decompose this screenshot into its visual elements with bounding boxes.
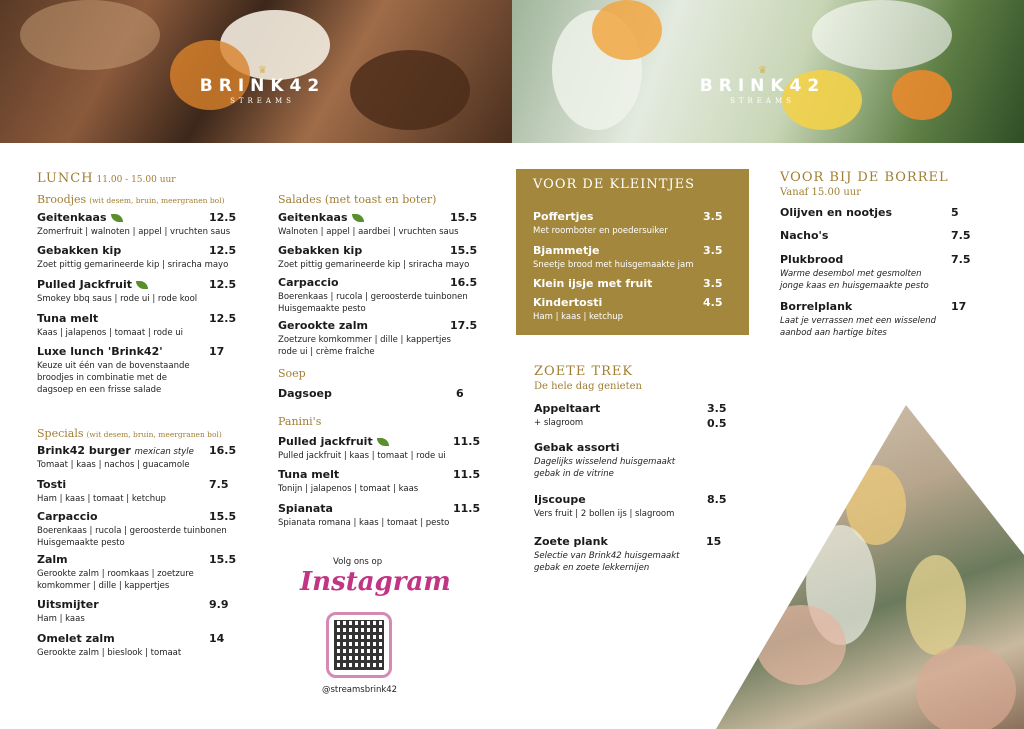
instagram-handle[interactable]: @streamsbrink42 — [322, 685, 398, 695]
menu-item: Pulled jackfruit 11.5 Pulled jackfruit | kaas | tomaat | rode ui — [278, 435, 481, 461]
menu-item: Carpaccio 16.5 Boerenkaas | rucola | geroosterde tuinbonen Huisgemaakte pesto — [278, 276, 478, 314]
salades-title: Salades (met toast en boter) — [278, 193, 437, 206]
instagram-follow-text: Volg ons op — [333, 557, 383, 567]
banner-cake-photo — [0, 0, 512, 143]
kids-title: VOOR DE KLEINTJES — [533, 177, 696, 192]
menu-item: Poffertjes 3.5 Met roomboter en poedersuiker — [533, 210, 723, 236]
vegetarian-leaf-icon — [352, 214, 364, 222]
menu-item: Luxe lunch 'Brink42' 17 Keuze uit één van de bovenstaande broodjes in combinatie met de dagsoep en een frisse salade — [37, 345, 225, 395]
menu-item: Klein ijsje met fruit 3.5 — [533, 277, 723, 290]
menu-item: Borrelplank 17 Laat je verrassen met een wisselend aanbod aan hartige bites — [780, 300, 967, 338]
menu-item: Dagsoep 6 — [278, 387, 464, 400]
kids-section — [516, 169, 749, 335]
menu-item: Geitenkaas 12.5 Zomerfruit | walnoten | appel | vruchten saus — [37, 211, 237, 237]
instagram-wordmark[interactable]: Instagram — [300, 567, 451, 597]
menu-item: Carpaccio 15.5 Boerenkaas | rucola | geroosterde tuinbonen Huisgemaakte pesto — [37, 510, 237, 548]
menu-item: Gerookte zalm 17.5 Zoetzure komkommer | dille | kappertjes rode ui | crème fraîche — [278, 319, 478, 357]
vegetarian-leaf-icon — [136, 281, 148, 289]
brink42-logo-right: ♛ BRINK42 STREAMS — [690, 66, 835, 106]
soep-title: Soep — [278, 367, 306, 380]
menu-item: Zoete plank 15 Selectie van Brink42 huisgemaakt gebak en zoete lekkernijen — [534, 535, 722, 573]
menu-item: Pulled Jackfruit 12.5 Smokey bbq saus | rode ui | rode kool — [37, 278, 237, 304]
menu-item: Nacho's 7.5 — [780, 229, 971, 242]
menu-item: Geitenkaas 15.5 Walnoten | appel | aardbei | vruchten saus — [278, 211, 478, 237]
menu-item: Omelet zalm 14 Gerookte zalm | bieslook | tomaat — [37, 632, 225, 658]
menu-item: Tosti 7.5 Ham | kaas | tomaat | ketchup — [37, 478, 229, 504]
instagram-qr-code[interactable] — [326, 612, 392, 678]
menu-item: Brink42 burger mexican style 16.5 Tomaat | kaas | nachos | guacamole — [37, 444, 237, 470]
menu-item: Spianata 11.5 Spianata romana | kaas | tomaat | pesto — [278, 502, 481, 528]
menu-item: Gebak assorti Dagelijks wisselend huisgemaakt gebak in de vitrine — [534, 441, 676, 479]
sweet-subtitle: De hele dag genieten — [534, 381, 642, 392]
menu-item: Tuna melt 11.5 Tonijn | jalapenos | tomaat | kaas — [278, 468, 481, 494]
menu-item: Ijscoupe 8.5 Vers fruit | 2 bollen ijs | slagroom — [534, 493, 727, 519]
lunch-title: LUNCH 11.00 - 15.00 uur — [37, 171, 176, 186]
menu-item: Plukbrood 7.5 Warme desembol met gesmolten jonge kaas en huisgemaakte pesto — [780, 253, 971, 291]
broodjes-title: Broodjes (wit desem, bruin, meergranen bol) — [37, 193, 225, 206]
drinks-toast-photo — [716, 405, 1024, 729]
banner-lemonade-photo — [512, 0, 1024, 143]
menu-item: Appeltaart 3.5 + slagroom 0.5 — [534, 402, 727, 430]
crown-icon: ♛ — [758, 65, 767, 76]
vegetarian-leaf-icon — [377, 438, 389, 446]
specials-title: Specials (wit desem, bruin, meergranen bol) — [37, 427, 222, 440]
menu-item: Tuna melt 12.5 Kaas | jalapenos | tomaat | rode ui — [37, 312, 237, 338]
menu-item: Kindertosti 4.5 Ham | kaas | ketchup — [533, 296, 723, 322]
menu-item: Zalm 15.5 Gerookte zalm | roomkaas | zoetzure komkommer | dille | kappertjes — [37, 553, 237, 591]
menu-item: Gebakken kip 15.5 Zoet pittig gemarineerde kip | sriracha mayo — [278, 244, 478, 270]
paninis-title: Panini's — [278, 415, 322, 428]
menu-item: Olijven en nootjes 5 — [780, 206, 959, 219]
brink42-logo-left: ♛ BRINK42 STREAMS — [190, 66, 335, 106]
menu-item: Gebakken kip 12.5 Zoet pittig gemarineerde kip | sriracha mayo — [37, 244, 237, 270]
vegetarian-leaf-icon — [111, 214, 123, 222]
crown-icon: ♛ — [258, 65, 267, 76]
menu-item: Bjammetje 3.5 Sneetje brood met huisgemaakte jam — [533, 244, 723, 270]
borrel-subtitle: Vanaf 15.00 uur — [780, 187, 862, 198]
menu-item: Uitsmijter 9.9 Ham | kaas — [37, 598, 229, 624]
borrel-title: VOOR BIJ DE BORREL — [780, 170, 949, 185]
sweet-title: ZOETE TREK — [534, 364, 634, 379]
